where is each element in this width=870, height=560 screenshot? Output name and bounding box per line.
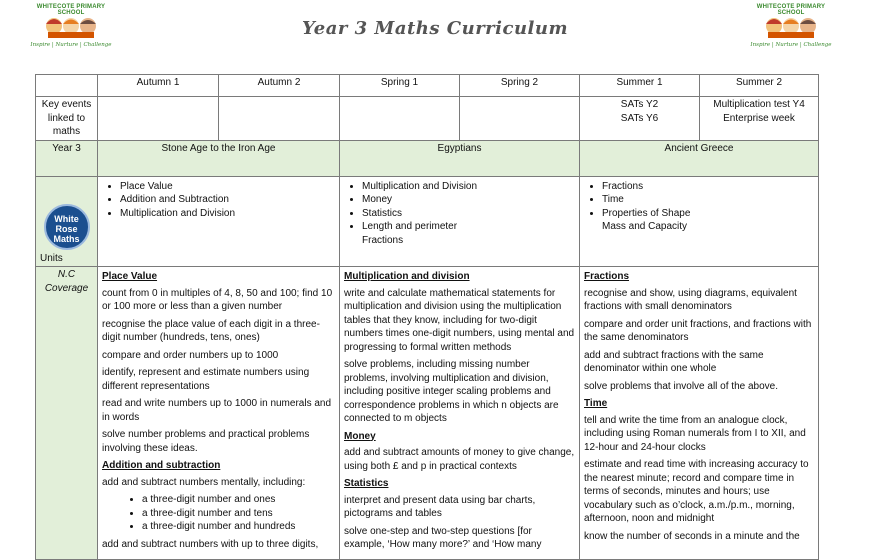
year-label: Year 3 [36, 140, 98, 176]
school-tagline: Inspire | Nurture | Challenge [30, 42, 112, 48]
school-tagline: Inspire | Nurture | Challenge [750, 42, 832, 48]
key-event: Enterprise week [723, 112, 795, 124]
objective: read and write numbers up to 1000 in numerals and in words [102, 398, 332, 423]
units-list [102, 180, 335, 221]
list-item: • Multiplication and Division [362, 180, 575, 194]
section-heading: Multiplication and division [344, 271, 470, 282]
key-event: SATs Y2 [620, 99, 659, 110]
sub-list [102, 493, 335, 534]
units-autumn [98, 176, 340, 267]
objective: add and subtract numbers mentally, including: [102, 476, 306, 488]
list-item: • Money [362, 193, 575, 207]
list-item: • Properties of Shape [602, 207, 814, 221]
list-item: • Multiplication and Division [120, 207, 335, 221]
key-events-summer-2 [700, 97, 819, 141]
list-item: • Time [602, 193, 814, 207]
objective: add and subtract fractions with the same denominator within one whole [584, 349, 764, 374]
objective: solve number problems and practical problems involving these ideas. [102, 429, 310, 454]
key-events-spring-1 [340, 97, 460, 141]
topic-spring: Egyptians [340, 140, 580, 176]
logo-word: Maths [53, 233, 80, 244]
objective: solve one-step and two-step questions [for example, ‘How many more?’ and ‘How many [344, 525, 542, 550]
objective: recognise and show, using diagrams, equivalent fractions with small denominators [584, 287, 797, 312]
units-label: Units [40, 252, 63, 264]
white-rose-maths-logo [44, 204, 90, 250]
section-heading: Time [584, 398, 608, 409]
objective: estimate and read time with increasing accuracy to the nearest minute; record and compare time in terms of seconds, minutes and hours; use vocabulary such as o’clock, a.m./p.m., morning, afternoon, noon and midnight [584, 459, 809, 524]
nc-coverage-label [36, 267, 98, 560]
key-events-autumn-2 [219, 97, 340, 141]
section-heading: Place Value [102, 271, 158, 282]
objective: solve problems, including missing number problems, involving multiplication and division, including positive integer scaling problems and correspondence problems in which n objects are connected to m objects [344, 359, 559, 424]
objective: interpret and present data using bar charts, pictograms and tables [344, 494, 536, 519]
units-spring [340, 176, 580, 267]
objective: know the number of seconds in a minute and the [584, 530, 800, 542]
objective: compare and order unit fractions, and fractions with the same denominators [584, 318, 812, 343]
column-header-autumn-1: Autumn 1 [98, 75, 219, 97]
section-heading: Statistics [344, 478, 389, 489]
list-item: • Length and perimeter [362, 220, 575, 234]
school-name: WHITECOTE PRIMARY SCHOOL [756, 4, 826, 16]
nc-summer [580, 267, 819, 560]
key-events-spring-2 [460, 97, 580, 141]
key-events-autumn-1 [98, 97, 219, 141]
units-label-cell [36, 176, 98, 267]
objective: write and calculate mathematical statements for multiplication and division using the multiplication tables that they know, including for two-digit numbers times one-digit numbers, using mental and progressing to formal written methods [344, 287, 575, 353]
list-item: • a three-digit number and tens [142, 507, 335, 521]
topic-summer: Ancient Greece [580, 140, 819, 176]
header-empty-cell [36, 75, 98, 97]
section-heading: Money [344, 430, 376, 442]
objective: solve problems that involve all of the above. [584, 380, 778, 392]
column-header-summer-1: Summer 1 [580, 75, 700, 97]
year-topic-row [36, 140, 819, 176]
objective: recognise the place value of each digit in a three-digit number (hundreds, tens, ones) [102, 318, 320, 343]
list-item: Fractions [362, 234, 404, 246]
column-header-summer-2: Summer 2 [700, 75, 819, 97]
list-item: • a three-digit number and ones [142, 493, 335, 507]
logo-word: White [54, 213, 79, 224]
section-heading: Addition and subtraction [102, 460, 221, 471]
key-events-row [36, 97, 819, 141]
key-events-label: Key events linked to maths [36, 97, 98, 141]
header-row [36, 75, 819, 97]
column-header-spring-1: Spring 1 [340, 75, 460, 97]
objective: count from 0 in multiples of 4, 8, 50 and 100; find 10 or 100 more or less than a given number [102, 287, 333, 312]
children-illustration-icon [764, 14, 818, 38]
objective: add and subtract amounts of money to give change, using both £ and p in practical contexts [344, 447, 575, 472]
key-event: SATs Y6 [620, 112, 659, 124]
column-header-spring-2: Spring 2 [460, 75, 580, 97]
page-title: Year 3 Maths Curriculum [301, 18, 569, 39]
nc-spring [340, 267, 580, 560]
objective: compare and order numbers up to 1000 [102, 349, 279, 361]
objective: add and subtract numbers with up to three digits, [102, 538, 319, 550]
list-item: • a three-digit number and hundreds [142, 520, 335, 534]
column-header-autumn-2: Autumn 2 [219, 75, 340, 97]
units-list [584, 180, 814, 234]
list-item: • Place Value [120, 180, 335, 194]
section-heading: Fractions [584, 271, 630, 282]
list-item: • Addition and Subtraction [120, 193, 335, 207]
curriculum-table [35, 74, 819, 560]
list-item: • Statistics [362, 207, 575, 221]
units-list [344, 180, 575, 248]
school-name: WHITECOTE PRIMARY SCHOOL [36, 4, 106, 16]
list-item: Mass and Capacity [602, 221, 688, 232]
key-events-summer-1 [580, 97, 700, 141]
topic-autumn: Stone Age to the Iron Age [98, 140, 340, 176]
nc-coverage-row [36, 267, 819, 560]
objective: identify, represent and estimate numbers using different representations [102, 367, 310, 392]
units-summer [580, 176, 819, 267]
school-logo-right [750, 4, 832, 52]
nc-label-line: Coverage [44, 282, 89, 294]
objective: tell and write the time from an analogue clock, including using Roman numerals from I to XII, and 12-hour and 24-hour clocks [584, 414, 806, 453]
units-row [36, 176, 819, 267]
list-item: • Fractions [602, 180, 814, 194]
key-event: Multiplication test Y4 [713, 99, 805, 110]
nc-autumn [98, 267, 340, 560]
logo-word: Rose [55, 223, 78, 234]
nc-label-line: N.C [57, 269, 76, 280]
